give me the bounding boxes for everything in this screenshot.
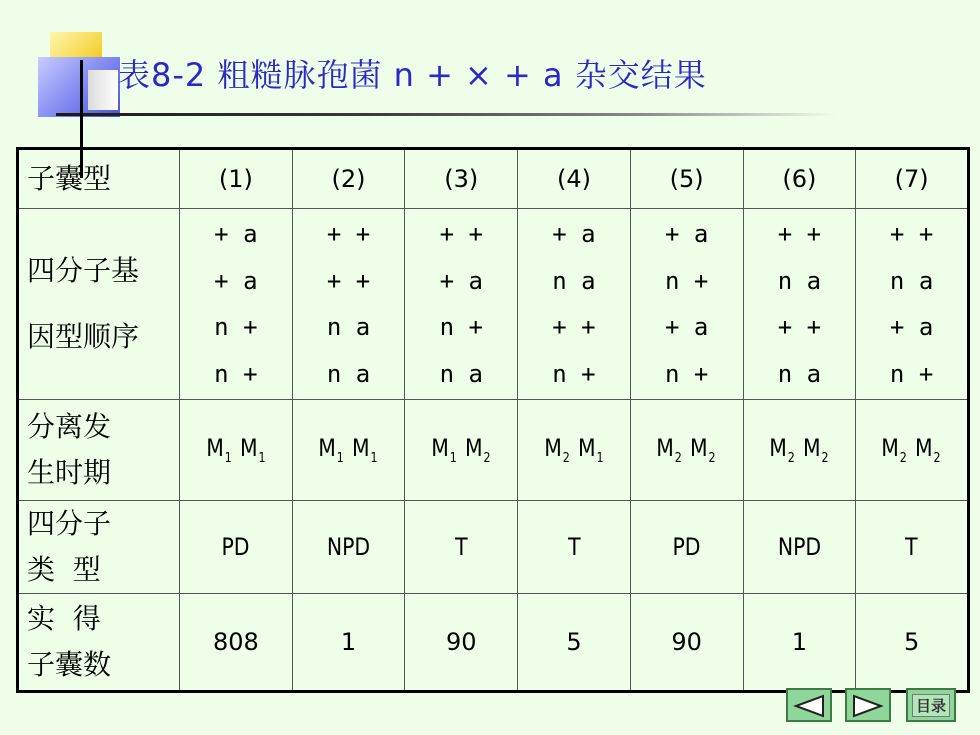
column-header: (6) [743, 149, 856, 209]
genotype-entry: n a [552, 266, 596, 295]
genotype-entry: + + [439, 220, 483, 248]
type-value: T [567, 533, 581, 561]
period-cell [292, 400, 405, 501]
genotype-entry: + + [552, 313, 596, 342]
type-cell [856, 501, 969, 594]
period-subscript: 2 [787, 450, 796, 466]
type-cell [180, 501, 293, 594]
genotype-stack [180, 214, 292, 394]
count-cell: 808 [180, 594, 293, 692]
type-value: PD [221, 533, 250, 561]
count-cell: 1 [743, 594, 856, 692]
column-header: (5) [630, 149, 743, 209]
column-header: (3) [405, 149, 518, 209]
genotype-entry: + a [214, 220, 258, 248]
header-label: 子囊型 [18, 149, 180, 209]
type-cell [292, 501, 405, 594]
count-cell: 90 [405, 594, 518, 692]
period-subscript: 2 [900, 450, 908, 466]
period-row [18, 400, 969, 501]
type-label-line2: 类 型 [27, 553, 101, 586]
results-table [16, 147, 970, 693]
genotype-entry: n + [552, 359, 596, 388]
genotype-cell [630, 209, 743, 400]
triangle-right-icon [850, 693, 886, 719]
count-label-line1: 实 得 [27, 602, 101, 635]
period-cell [630, 400, 743, 501]
type-value: NPD [777, 533, 821, 561]
period-letter: M [205, 434, 225, 463]
next-button[interactable] [845, 688, 891, 722]
genotype-entry: + a [439, 266, 483, 295]
type-cell [743, 501, 856, 594]
period-cell [518, 400, 631, 501]
count-label-line2: 子囊数 [27, 648, 112, 681]
period-letter: M [431, 434, 450, 463]
column-header: (1) [180, 149, 293, 209]
type-row [18, 501, 969, 594]
type-label [18, 501, 180, 594]
genotype-stack [518, 214, 630, 394]
genotype-entry: n + [664, 359, 709, 388]
genotype-entry: n + [439, 313, 483, 342]
period-letter: M [769, 434, 788, 463]
genotype-entry: n + [214, 313, 258, 342]
type-value: T [905, 533, 918, 561]
period-value [206, 434, 266, 466]
type-cell [518, 501, 631, 594]
genotype-row [18, 209, 969, 400]
type-value: NPD [326, 533, 371, 561]
genotype-entry: + + [326, 220, 371, 248]
genotype-entry: + + [777, 313, 822, 342]
period-subscript: 1 [370, 450, 379, 466]
period-letter: M [352, 434, 371, 463]
type-label-line1: 四分子 [27, 507, 112, 540]
count-cell: 5 [856, 594, 969, 692]
genotype-stack [293, 214, 405, 394]
period-value [431, 434, 491, 466]
genotype-stack [744, 214, 856, 394]
period-cell [405, 400, 518, 501]
period-subscript: 2 [483, 450, 492, 466]
menu-button[interactable] [906, 688, 956, 722]
period-letter: M [690, 434, 709, 463]
period-value [319, 434, 379, 466]
period-subscript: 2 [675, 450, 683, 466]
triangle-left-icon [791, 693, 827, 719]
genotype-entry: n + [214, 359, 258, 388]
period-subscript: 1 [449, 450, 458, 466]
period-subscript: 1 [224, 450, 233, 466]
genotype-cell [180, 209, 293, 400]
period-letter: M [464, 434, 484, 463]
period-cell [856, 400, 969, 501]
title-underline [56, 113, 836, 116]
genotype-entry: n a [777, 266, 822, 295]
period-subscript: 1 [257, 450, 266, 466]
count-row [18, 594, 969, 692]
genotype-label-line1: 四分子基 [27, 254, 140, 287]
genotype-label-line2: 因型顺序 [27, 320, 140, 353]
period-subscript: 2 [562, 450, 571, 466]
period-label-line2: 生时期 [27, 456, 112, 489]
period-letter: M [803, 434, 822, 463]
period-letter: M [318, 434, 337, 463]
period-cell [743, 400, 856, 501]
page-title: 表8-2 粗糙脉孢菌 n + × + a 杂交结果 [118, 56, 707, 94]
type-cell [405, 501, 518, 594]
count-label [18, 594, 180, 692]
genotype-entry: n a [439, 359, 483, 388]
period-letter: M [881, 434, 901, 463]
header-row [18, 149, 969, 209]
genotype-entry: + a [664, 220, 709, 248]
column-header: (7) [856, 149, 969, 209]
genotype-label [18, 209, 180, 400]
period-subscript: 2 [708, 450, 717, 466]
period-letter: M [915, 434, 934, 463]
genotype-stack [405, 214, 517, 394]
genotype-cell [518, 209, 631, 400]
period-subscript: 1 [596, 450, 604, 466]
genotype-entry: n a [326, 359, 371, 388]
genotype-entry: + a [552, 220, 596, 248]
decor-gray-square [88, 70, 118, 110]
period-subscript: 1 [336, 450, 345, 466]
period-value [769, 434, 829, 466]
period-letter: M [543, 434, 563, 463]
period-cell [180, 400, 293, 501]
genotype-cell [405, 209, 518, 400]
period-label [18, 400, 180, 501]
genotype-cell [743, 209, 856, 400]
genotype-cell [292, 209, 405, 400]
period-subscript: 2 [933, 450, 942, 466]
genotype-entry: + + [889, 220, 934, 248]
type-value: PD [672, 533, 701, 561]
count-cell: 90 [630, 594, 743, 692]
genotype-stack [631, 214, 743, 394]
period-letter: M [239, 434, 258, 463]
period-letter: M [577, 434, 597, 463]
genotype-entry: n a [326, 313, 371, 342]
period-value [657, 434, 717, 466]
column-header: (2) [292, 149, 405, 209]
period-subscript: 2 [821, 450, 830, 466]
genotype-stack [856, 214, 967, 394]
genotype-entry: + a [214, 266, 258, 295]
prev-button[interactable] [786, 688, 832, 722]
period-value [882, 434, 942, 466]
genotype-entry: n + [889, 359, 934, 388]
genotype-entry: n a [777, 359, 822, 388]
genotype-cell [856, 209, 969, 400]
genotype-entry: + a [664, 313, 709, 342]
period-letter: M [656, 434, 676, 463]
menu-button-label: 目录 [912, 694, 950, 717]
genotype-entry: + + [326, 266, 371, 295]
period-label-line1: 分离发 [27, 410, 112, 443]
count-cell: 5 [518, 594, 631, 692]
count-cell: 1 [292, 594, 405, 692]
type-value: T [455, 533, 468, 561]
genotype-entry: + a [889, 313, 934, 342]
genotype-entry: n a [889, 266, 934, 295]
genotype-entry: n + [664, 266, 709, 295]
period-value [544, 434, 604, 466]
type-cell [630, 501, 743, 594]
genotype-entry: + + [777, 220, 822, 248]
column-header: (4) [518, 149, 631, 209]
